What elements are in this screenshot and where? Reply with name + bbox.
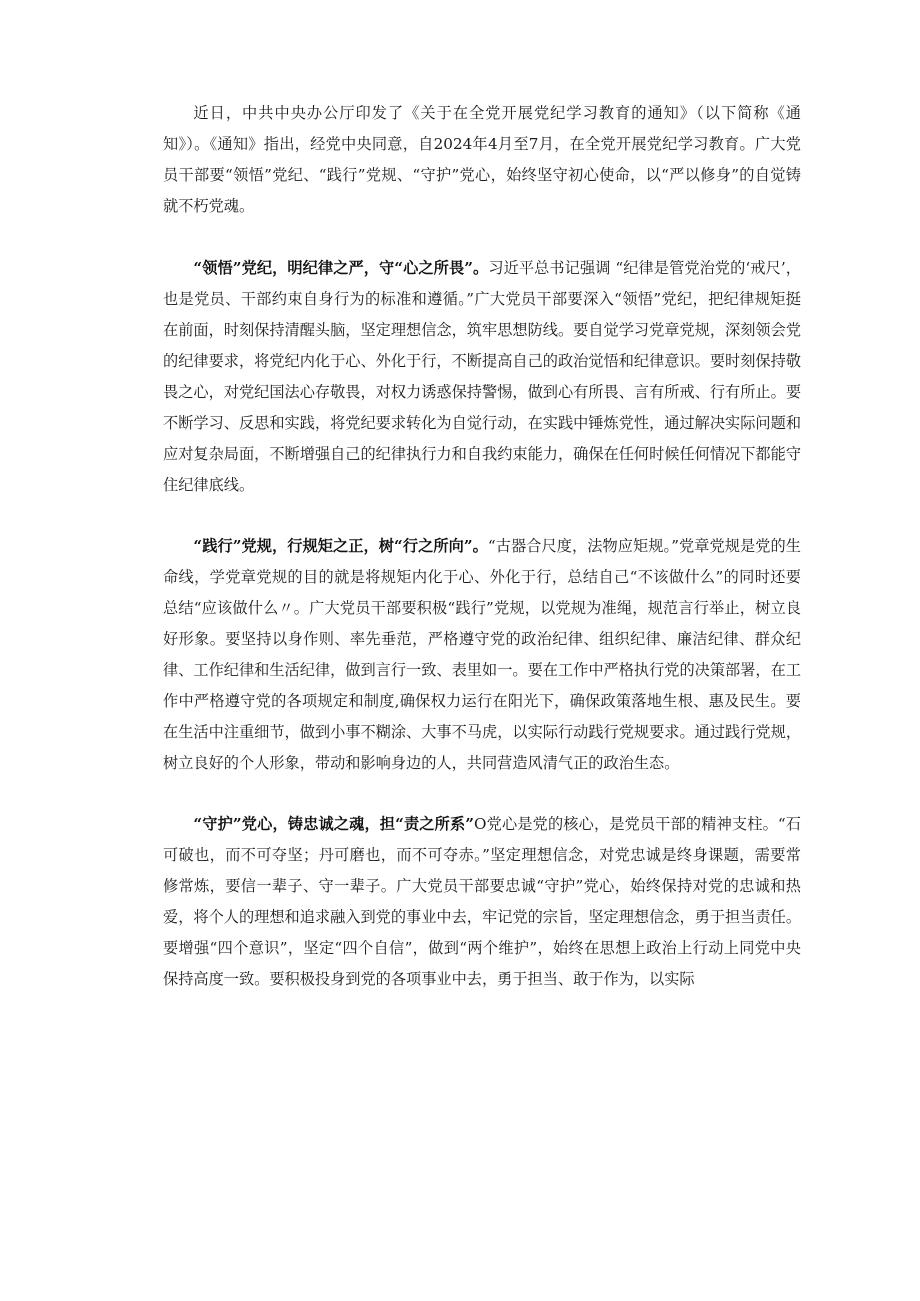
paragraph-heading: “领悟”党纪，明纪律之严，守“心之所畏”。 [193, 259, 489, 277]
intro-paragraph [163, 98, 801, 222]
document-page [163, 98, 801, 1025]
section-paragraph-understand-discipline [163, 253, 801, 501]
paragraph-heading: “践行”党规，行规矩之正，树“行之所向”。 [193, 537, 488, 555]
paragraph-text: “古器合尺度，法物应矩规。”党章党规是党的生命线，学党章党规的目的就是将规矩内化于心、外化于行，总结自己“不该做什么”的同时还要总结“应该做什么〃。广大党员干部要积极“践行”党规，以党规为准绳，规范言行举止，树立良好形象。要坚持以身作则、率先垂范，严格遵守党的政治纪律、组织纪律、廉洁纪律、群众纪律、工作纪律和生活纪律，做到言行一致、表里如一。要在工作中严格执行党的决策部署，在工作中严格遵守党的各项规定和制度,确保权力运行在阳光下，确保政策落地生根、惠及民生。要在生活中注重细节，做到小事不糊涂、大事不马虎，以实际行动践行党规要求。通过践行党规，树立良好的个人形象，带动和影响身边的人，共同营造风清气正的政治生态。 [163, 537, 801, 772]
paragraph-text: 近日，中共中央办公厅印发了《关于在全党开展党纪学习教育的通知》（以下简称《通知》）。《通知》指出，经党中央同意，自2024年4月至7月，在全党开展党纪学习教育。广大党员干部要“领悟”党纪、“践行”党规、“守护”党心，始终坚守初心使命，以“严以修身”的自觉铸就不朽党魂。 [163, 104, 801, 215]
section-paragraph-guard-party-heart [163, 809, 801, 995]
section-paragraph-practice-rules [163, 531, 801, 779]
paragraph-heading: “守护”党心，铸忠诚之魂，担“责之所系” [193, 815, 475, 833]
paragraph-text: 习近平总书记强调 “纪律是管党治党的‘戒尺’，也是党员、干部约束自身行为的标准和遵循。”广大党员干部要深入“领悟”党纪，把纪律规矩挺在前面，时刻保持清醒头脑，坚定理想信念，筑牢思想防线。要自觉学习党章党规，深刻领会党的纪律要求，将党纪内化于心、外化于行，不断提高自己的政治觉悟和纪律意识。要时刻保持敬畏之心，对党纪国法心存敬畏，对权力诱惑保持警惕，做到心有所畏、言有所戒、行有所止。要不断学习、反思和实践，将党纪要求转化为自觉行动，在实践中锤炼党性，通过解决实际问题和应对复杂局面，不断增强自己的纪律执行力和自我约束能力，确保在任何时候任何情况下都能守住纪律底线。 [163, 259, 801, 494]
paragraph-text: O党心是党的核心，是党员干部的精神支柱。“石可破也，而不可夺坚；丹可磨也，而不可夺赤。”坚定理想信念，对党忠诚是终身课题，需要常修常炼，要信一辈子、守一辈子。广大党员干部要忠诚“守护”党心，始终保持对党的忠诚和热爱，将个人的理想和追求融入到党的事业中去，牢记党的宗旨，坚定理想信念，勇于担当责任。要增强“四个意识”，坚定“四个自信”，做到“两个维护”，始终在思想上政治上行动上同党中央保持高度一致。要积极投身到党的各项事业中去，勇于担当、敢于作为，以实际 [163, 815, 801, 988]
